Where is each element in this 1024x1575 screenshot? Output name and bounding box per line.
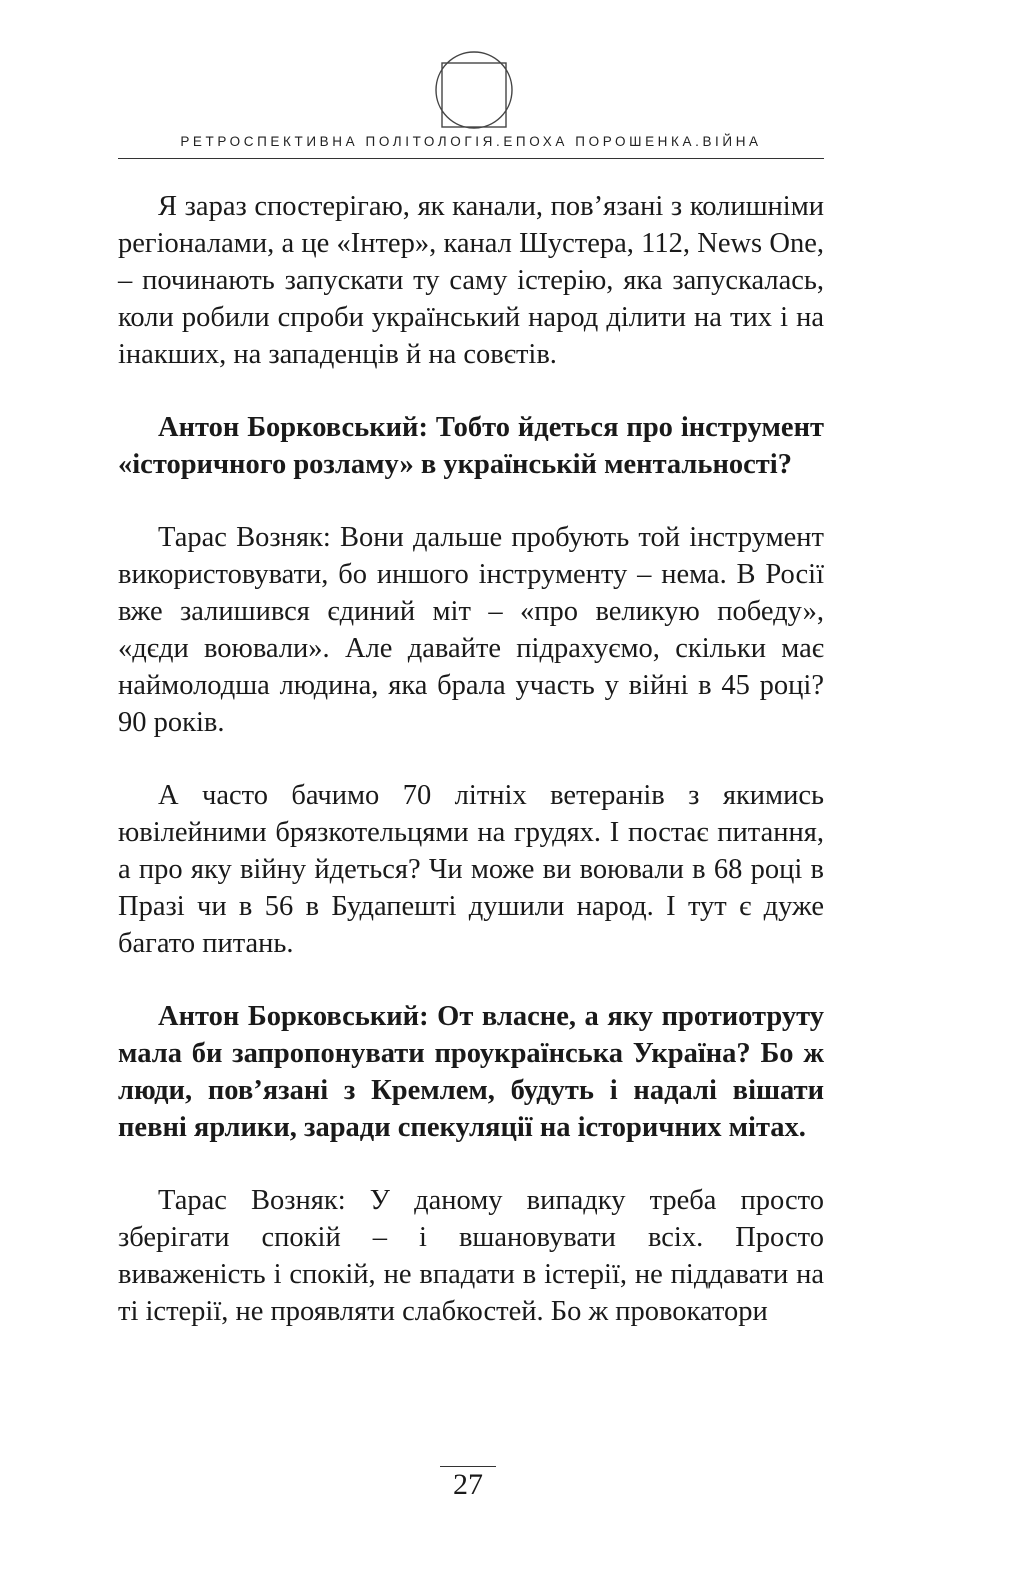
- circle-square-emblem-icon: [434, 50, 514, 130]
- paragraph: Тарас Возняк: Вони дальше пробують той інструмент використовувати, бо иншого інструменту – нема. В Росії вже залишився єдиний міт – «про великую победу», «дєди воювали». Але давайте підрахуємо, скільки має наймолодша людина, яка брала участь у війні в 45 році? 90 років.: [118, 522, 824, 738]
- running-head: РЕТРОСПЕКТИВНА ПОЛІТОЛОГІЯ.ЕПОХА ПОРОШЕНКА.ВІЙНА: [180, 134, 762, 149]
- question-paragraph: Антон Борковський: Тобто йдеться про інструмент «історичного розламу» в українській ментальності?: [118, 412, 824, 480]
- paragraph: Тарас Возняк: У даному випадку треба просто зберігати спокій – і вшановувати всіх. Просто виваженість і спокій, не впадати в істерії, не піддавати на ті істерії, не проявляти слабкостей. Бо ж провокатори: [118, 1185, 824, 1327]
- body-text: [118, 188, 824, 1366]
- page-number: 27: [440, 1466, 496, 1503]
- question-paragraph: Антон Борковський: От власне, а яку протиотруту мала би запропонувати проукраїнська Україна? Бо ж люди, пов’язані з Кремлем, будуть і надалі вішати певні ярлики, заради спекуляції на історичних мітах.: [118, 1001, 824, 1143]
- header-rule: [118, 158, 824, 159]
- paragraph: Я зараз спостерігаю, як канали, пов’язані з колишніми регіоналами, а це «Інтер», канал Шустера, 112, News One, – починають запускати ту саму істерію, яка запускалась, коли робили спроби український народ ділити на тих і на інакших, на западенців й на совєтів.: [118, 191, 824, 370]
- paragraph: А часто бачимо 70 літніх ветеранів з якимись ювілейними брязкотельцями на грудях. І постає питання, а про яку війну йдеться? Чи може ви воювали в 68 році в Празі чи в 56 в Будапешті душили народ. І тут є дуже багато питань.: [118, 780, 824, 959]
